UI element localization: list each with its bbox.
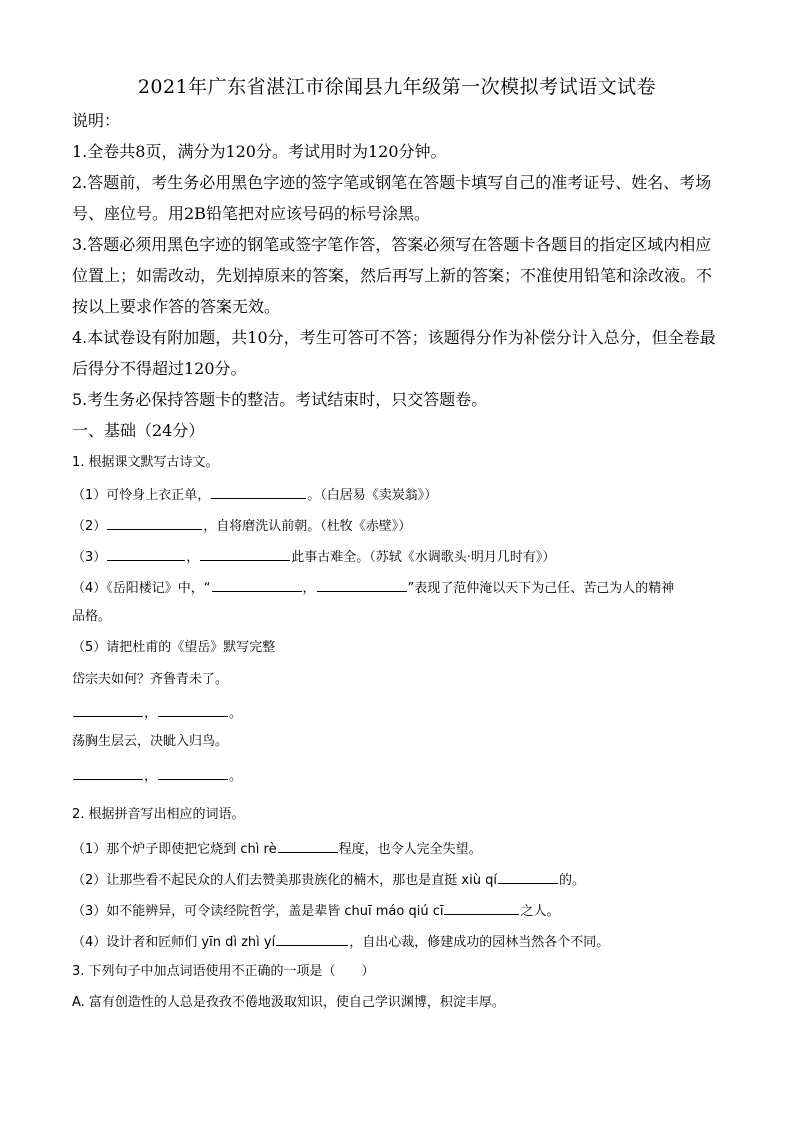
q1-item-5: （5）请把杜甫的《望岳》默写完整 <box>72 640 276 655</box>
instruction-2-line-2: 号、座位号。用2B铅笔把对应该号码的标号涂黑。 <box>72 204 430 223</box>
q2-item-4-suffix: ，自出心裁，修建成功的园林当然各个不同。 <box>349 935 610 950</box>
answer-blank[interactable] <box>158 765 228 780</box>
instructions-heading: 说明： <box>72 111 121 130</box>
q3-option-a: A. 富有创造性的人总是孜孜不倦地汲取知识，使自己学识渊博，积淀丰厚。 <box>72 995 505 1010</box>
instruction-5: 5.考生务必保持答题卡的整洁。考试结束时，只交答题卷。 <box>72 390 488 409</box>
answer-blank[interactable] <box>276 931 348 946</box>
q1-item-4-prefix: （4）《岳阳楼记》中，“ <box>72 581 211 596</box>
instruction-2-line-1: 2.答题前，考生务必用黑色字迹的签字笔或钢笔在答题卡填写自己的准考证号、姓名、考场 <box>72 173 712 192</box>
q1-item-1 <box>72 484 732 505</box>
q2-item-2 <box>72 869 732 890</box>
q3-stem: 3. 下列句子中加点词语使用不正确的一项是（ ） <box>72 964 375 979</box>
instruction-4-line-2: 后得分不得超过120分。 <box>72 359 247 378</box>
answer-blank[interactable] <box>200 546 290 561</box>
poem-line-1: 岱宗夫如何？齐鲁青未了。 <box>72 672 229 687</box>
comma: ， <box>144 706 158 721</box>
q1-item-3 <box>72 546 732 567</box>
q2-item-3-suffix: 之人。 <box>520 904 560 919</box>
q2-item-1-suffix: 程度，也令人完全失望。 <box>338 842 482 857</box>
q1-item-1-prefix: （1）可怜身上衣正单， <box>72 488 211 503</box>
poem-blank-line-1 <box>72 702 732 723</box>
q2-item-4-prefix: （4）设计者和匠师们 yīn dì zhì yí <box>72 935 276 950</box>
period: 。 <box>229 706 243 721</box>
q1-item-4 <box>72 577 732 598</box>
answer-blank[interactable] <box>107 515 202 530</box>
instruction-3-line-1: 3.答题必须用黑色字迹的钢笔或签字笔作答，答案必须写在答题卡各题目的指定区域内相应 <box>72 235 712 254</box>
q2-item-3-prefix: （3）如不能辨异，可令读经院哲学，盖是辈皆 chuī máo qiú cī <box>72 904 444 919</box>
q1-item-1-suffix: 。（白居易《卖炭翁》） <box>307 488 438 503</box>
q1-item-4-continuation: 品格。 <box>72 609 112 624</box>
answer-blank[interactable] <box>73 765 143 780</box>
answer-blank[interactable] <box>211 484 306 499</box>
poem-line-2: 荡胸生层云，决眦入归鸟。 <box>72 734 229 749</box>
q1-item-3-prefix: （3） <box>72 550 107 565</box>
page-title: 2021年广东省湛江市徐闻县九年级第一次模拟考试语文试卷 <box>137 76 657 98</box>
q1-item-3-separator: ， <box>186 550 200 565</box>
answer-blank[interactable] <box>498 869 558 884</box>
q1-item-4-separator: ， <box>302 581 316 596</box>
q2-stem: 2. 根据拼音写出相应的词语。 <box>72 807 245 822</box>
q2-item-2-prefix: （2）让那些看不起民众的人们去赞美那贵族化的楠木，那也是直挺 xiù qí <box>72 873 497 888</box>
answer-blank[interactable] <box>158 702 228 717</box>
answer-blank[interactable] <box>107 546 185 561</box>
instruction-1: 1.全卷共8页，满分为120分。考试用时为120分钟。 <box>72 142 447 161</box>
answer-blank[interactable] <box>212 577 302 592</box>
q1-stem: 1. 根据课文默写古诗文。 <box>72 455 219 470</box>
instruction-3-line-2: 位置上；如需改动，先划掉原来的答案，然后再写上新的答案；不准使用铅笔和涂改液。不 <box>72 266 713 285</box>
answer-blank[interactable] <box>73 702 143 717</box>
q2-item-3 <box>72 900 732 921</box>
answer-blank[interactable] <box>317 577 407 592</box>
q2-item-1 <box>72 838 732 859</box>
q1-item-2-prefix: （2） <box>72 519 107 534</box>
q1-item-2 <box>72 515 732 536</box>
answer-blank[interactable] <box>444 900 519 915</box>
answer-blank[interactable] <box>278 838 338 853</box>
q2-item-2-suffix: 的。 <box>558 873 585 888</box>
period: 。 <box>229 769 243 784</box>
q2-item-1-prefix: （1）那个炉子即使把它烧到 chì rè <box>72 842 277 857</box>
instruction-3-line-3: 按以上要求作答的答案无效。 <box>72 297 281 316</box>
section-1-heading: 一、基础（24分） <box>72 421 205 440</box>
instruction-4-line-1: 4.本试卷设有附加题，共10分，考生可答可不答；该题得分作为补偿分计入总分，但全卷最 <box>72 328 716 347</box>
q1-item-4-suffix: ”表现了范仲淹以天下为己任、苦己为人的精神 <box>407 581 675 596</box>
q1-item-3-suffix: 此事古难全。（苏轼《水调歌头·明月几时有》） <box>291 550 556 565</box>
comma: ， <box>144 769 158 784</box>
q1-item-2-suffix: ，自将磨洗认前朝。（杜牧《赤壁》） <box>203 519 412 534</box>
q2-item-4 <box>72 931 732 952</box>
poem-blank-line-2 <box>72 765 732 786</box>
